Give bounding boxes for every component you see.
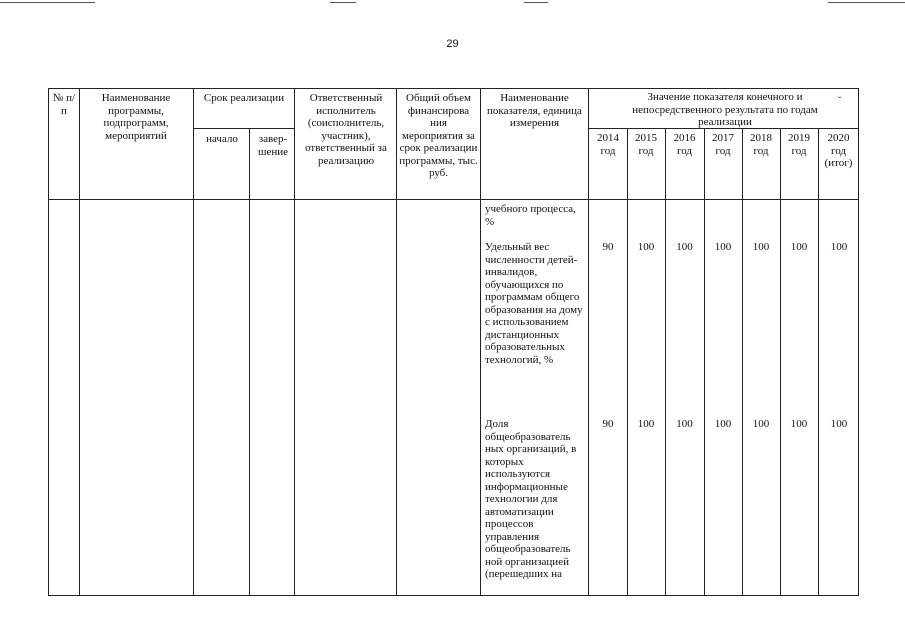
- header-period: Срок реализации: [203, 92, 285, 104]
- row2-val-2016: 100: [676, 241, 693, 253]
- top-rule-left: [0, 2, 95, 3]
- row2-val-2015: 100: [637, 241, 655, 253]
- header-num: № п/п: [52, 92, 76, 117]
- row3-val-2019: 100: [790, 418, 808, 430]
- top-rule-mid1: [330, 2, 356, 3]
- row3-val-2018: 100: [752, 418, 770, 430]
- row-indicator-2: Удельный вес численности детей-инвалидов, обучающихся по программам общего образования на дому с использованием дистанционных образовательных технологий, %: [485, 241, 583, 366]
- header-subrule-period: [193, 128, 294, 129]
- row2-val-2014: 90: [602, 241, 614, 253]
- row3-val-2020: 100: [830, 418, 848, 430]
- year-2016: 2016 год: [673, 132, 696, 157]
- header-start: начало: [206, 133, 238, 145]
- col-line-7: [588, 88, 589, 596]
- year-2015: 2015 год: [635, 132, 657, 157]
- row3-val-2016: 100: [676, 418, 693, 430]
- year-2014: 2014 год: [597, 132, 619, 157]
- year-2018: 2018 год: [750, 132, 772, 157]
- row3-val-2017: 100: [714, 418, 732, 430]
- row2-val-2020: 100: [830, 241, 848, 253]
- stray-mark: ˇ: [838, 96, 842, 107]
- col-line-1: [79, 88, 80, 596]
- header-bottom-rule: [48, 199, 859, 200]
- col-line-2: [193, 88, 194, 596]
- row2-val-2017: 100: [714, 241, 732, 253]
- row2-val-2019: 100: [790, 241, 808, 253]
- header-values-group: Значение показателя конечного и непосредственного результата по годам реализации: [632, 91, 818, 128]
- year-2017: 2017 год: [712, 132, 734, 157]
- header-responsible: Ответственный исполнитель (соисполнитель, участник), ответственный за реализацию: [305, 92, 387, 167]
- year-2020: 2020 год (итог): [824, 132, 853, 169]
- page-number: 29: [446, 38, 459, 50]
- row-indicator-1: учебного процесса, %: [485, 203, 576, 228]
- col-line-4: [294, 88, 295, 596]
- header-end: завер- шение: [257, 133, 288, 158]
- col-line-6: [480, 88, 481, 596]
- row3-val-2015: 100: [637, 418, 655, 430]
- header-name: Наименование программы, подпрограмм, мероприятий: [101, 92, 171, 142]
- header-indicator: Наименование показателя, единица измерения: [487, 92, 582, 129]
- top-rule-right: [828, 2, 905, 3]
- year-2019: 2019 год: [788, 132, 810, 157]
- row-indicator-3: Доля общеобразователь ных организаций, в которых используются информационные технологии для автоматизации процессов управления общеобразователь ной организацией (перешедших на: [485, 418, 577, 580]
- row2-val-2018: 100: [752, 241, 770, 253]
- row3-val-2014: 90: [602, 418, 614, 430]
- header-funding: Общий объем финансирова ния мероприятия за срок реализации программы, тыс. руб.: [399, 92, 478, 179]
- top-rule-mid2: [524, 2, 548, 3]
- col-line-5: [396, 88, 397, 596]
